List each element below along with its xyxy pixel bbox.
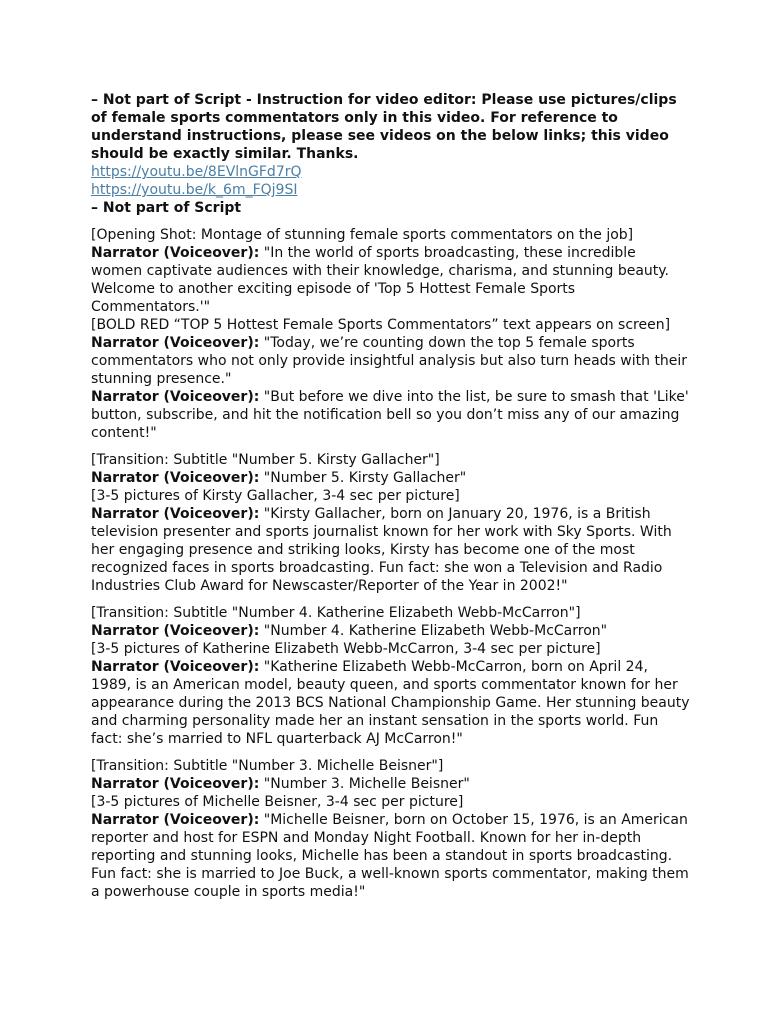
narration-text: "But before we dive into the list, be sure to smash that 'Like' button, subscribe, and hit the notification bell so you don’t miss any of our amazing content!" [91, 389, 689, 441]
narration-text: "Number 3. Michelle Beisner" [259, 776, 470, 792]
speaker-label: Narrator (Voiceover): [91, 776, 260, 792]
speaker-label: Narrator (Voiceover): [91, 245, 260, 261]
reference-link-2[interactable]: https://youtu.be/k_6m_FQj9SI [91, 182, 298, 198]
speaker-label: Narrator (Voiceover): [91, 506, 260, 522]
speaker-label: Narrator (Voiceover): [91, 335, 260, 351]
transition-direction: [Transition: Subtitle "Number 3. Michelle Beisner"] [91, 758, 444, 774]
onscreen-text-direction: [BOLD RED “TOP 5 Hottest Female Sports Commentators” text appears on screen] [91, 317, 671, 333]
speaker-label: Narrator (Voiceover): [91, 623, 260, 639]
narration-text: "In the world of sports broadcasting, these incredible women captivate audiences with their knowledge, charisma, and stunning beauty. Welcome to another exciting episode of 'Top 5 Hottest Female Sports Commentators.'" [91, 245, 670, 315]
intro-section [91, 226, 691, 442]
narrator-line [91, 334, 691, 388]
editor-instruction: – Not part of Script - Instruction for video editor: Please use pictures/clips of female sports commentators only in this video. For reference to understand instructions, please see videos on the below links; this video should be exactly similar. Thanks. [91, 92, 677, 162]
reference-link-1[interactable]: https://youtu.be/8EVlnGFd7rQ [91, 164, 302, 180]
narration-text: "Number 4. Katherine Elizabeth Webb-McCarron" [259, 623, 608, 639]
pictures-direction: [3-5 pictures of Kirsty Gallacher, 3-4 sec per picture] [91, 488, 460, 504]
speaker-label: Narrator (Voiceover): [91, 812, 260, 828]
script-document [91, 91, 691, 901]
speaker-label: Narrator (Voiceover): [91, 659, 260, 675]
transition-direction: [Transition: Subtitle "Number 5. Kirsty Gallacher"] [91, 452, 440, 468]
transition-direction: [Transition: Subtitle "Number 4. Katherine Elizabeth Webb-McCarron"] [91, 605, 581, 621]
narrator-line [91, 388, 691, 442]
narrator-line [91, 775, 691, 793]
speaker-label: Narrator (Voiceover): [91, 470, 260, 486]
narration-text: "Today, we’re counting down the top 5 female sports commentators who not only provide insightful analysis but also turn heads with their stunning presence." [91, 335, 688, 387]
narrator-line [91, 658, 691, 748]
narration-text: "Michelle Beisner, born on October 15, 1976, is an American reporter and host for ESPN and Monday Night Football. Known for her in-depth reporting and stunning looks, Michelle has been a standout in sports broadcasting. Fun fact: she is married to Joe Buck, a well-known sports commentator, making them a powerhouse couple in sports media!" [91, 812, 689, 900]
section-number-4 [91, 604, 691, 748]
narrator-line [91, 505, 691, 595]
pictures-direction: [3-5 pictures of Katherine Elizabeth Webb-McCarron, 3-4 sec per picture] [91, 641, 601, 657]
pictures-direction: [3-5 pictures of Michelle Beisner, 3-4 sec per picture] [91, 794, 464, 810]
narration-text: "Kirsty Gallacher, born on January 20, 1976, is a British television presenter and sports journalist known for her work with Sky Sports. With her engaging presence and striking looks, Kirsty has become one of the most recognized faces in sports broadcasting. Fun fact: she won a Television and Radio Industries Club Award for Newscaster/Reporter of the Year in 2002!" [91, 506, 672, 594]
narrator-line [91, 244, 691, 316]
narration-text: "Number 5. Kirsty Gallacher" [259, 470, 467, 486]
narrator-line [91, 469, 691, 487]
opening-shot-direction: [Opening Shot: Montage of stunning female sports commentators on the job] [91, 227, 634, 243]
narration-text: "Katherine Elizabeth Webb-McCarron, born on April 24, 1989, is an American model, beauty queen, and sports commentator known for her appearance during the 2013 BCS National Championship Game. Her stunning beauty and charming personality made her an instant sensation in the sports world. Fun fact: she’s married to NFL quarterback AJ McCarron!" [91, 659, 690, 747]
section-number-3 [91, 757, 691, 901]
narrator-line [91, 622, 691, 640]
not-part-of-script-note: – Not part of Script [91, 200, 242, 216]
narrator-line [91, 811, 691, 901]
speaker-label: Narrator (Voiceover): [91, 389, 260, 405]
section-number-5 [91, 451, 691, 595]
